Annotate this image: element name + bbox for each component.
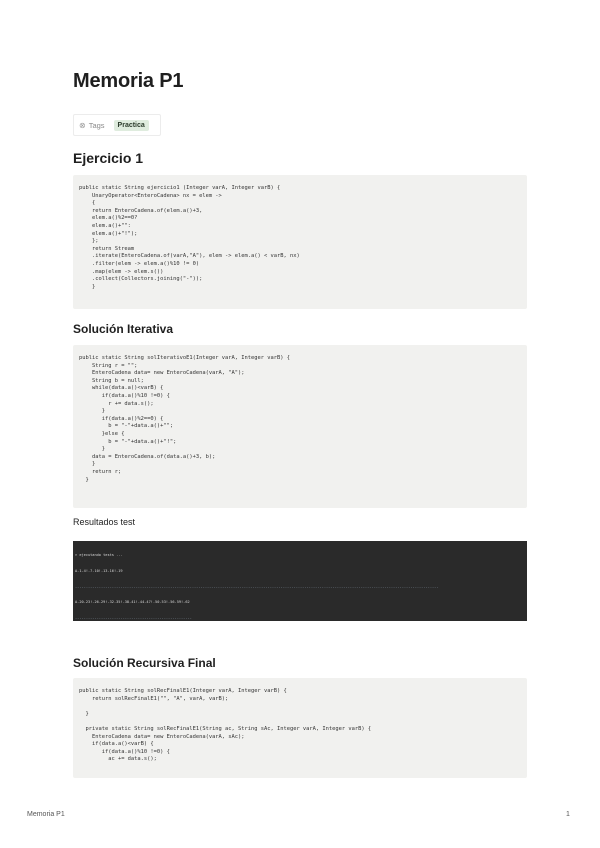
- code-line: }: [79, 710, 89, 717]
- code-line: [79, 718, 527, 726]
- code-line: EnteroCadena data= new EnteroCadena(varA, sAc);: [79, 733, 245, 740]
- code-line: public static String solRecFinalE1(Integer varA, Integer varB) {: [79, 688, 287, 694]
- page-title: Memoria P1: [73, 70, 184, 92]
- code-line: b = "-"+data.a()+"";: [79, 423, 174, 430]
- code-line: .filter(elem -> elem.a()%10 != 0): [79, 260, 200, 267]
- code-line: elem.a()+"!");: [79, 230, 138, 237]
- code-line: if(data.a()%10 !=0) {: [79, 748, 170, 755]
- code-line: if(data.a()<varB) {: [79, 741, 154, 748]
- heading-solucion-iterativa: Solución Iterativa: [73, 322, 174, 336]
- code-line: return EnteroCadena.of(elem.a()+3,: [79, 207, 203, 214]
- code-line: {: [79, 200, 96, 207]
- code-line: .collect(Collectors.joining("-"));: [79, 276, 203, 283]
- code-line: }: [79, 408, 105, 415]
- code-line: [79, 703, 527, 711]
- code-line: String r = "";: [79, 362, 138, 369]
- code-line: }: [79, 476, 89, 483]
- tags-property: [73, 114, 161, 136]
- code-line: r += data.s();: [79, 400, 154, 407]
- code-line: ac += data.s();: [79, 756, 157, 763]
- code-line: }else {: [79, 430, 125, 437]
- code-line: public static String ejercicio1 (Integer varA, Integer varB) {: [79, 185, 281, 191]
- terminal-line: ------------------------------------------------------: [75, 615, 192, 620]
- terminal-line: A-1-4!-7-10!-13-16!-19: [75, 569, 123, 574]
- code-line: return solRecFinalE1("", "A", varA, varB);: [79, 695, 229, 702]
- code-block-recursiva: [73, 678, 527, 778]
- heading-solucion-recursiva: Solución Recursiva Final: [73, 656, 216, 670]
- tag-icon: ⊗: [79, 120, 86, 130]
- code-line: }: [79, 446, 105, 453]
- code-line: UnaryOperator<EnteroCadena> nx = elem ->: [79, 192, 222, 199]
- code-line: String b = null;: [79, 377, 144, 384]
- code-block-iterativa: [73, 345, 527, 508]
- code-line: data = EnteroCadena.of(data.a()+3, b);: [79, 453, 216, 460]
- code-line: b = "-"+data.a()+"!";: [79, 438, 177, 445]
- code-line: };: [79, 238, 99, 245]
- code-line: private static String solRecFinalE1(String ac, String sAc, Integer varA, Integer varB) {: [79, 725, 372, 732]
- code-line: elem.a()+"":: [79, 222, 131, 229]
- test-results-screenshot: [73, 541, 527, 621]
- footer-page-number: 1: [566, 811, 570, 818]
- terminal-line: > ejecutando tests ...: [75, 553, 123, 558]
- code-block-ejercicio1: [73, 175, 527, 309]
- terminal-line: A-20-23!-26-29!-32-35!-38-41!-44-47!-50-53!-56-59!-62: [75, 600, 190, 605]
- tags-label: Tags: [88, 120, 105, 130]
- code-line: while(data.a()<varB) {: [79, 385, 164, 392]
- code-line: .map(elem -> elem.s()): [79, 268, 164, 275]
- code-line: return Stream: [79, 245, 135, 252]
- code-line: }: [79, 461, 96, 468]
- footer-doc-name: Memoria P1: [27, 811, 65, 818]
- caption-resultados-test: Resultados test: [73, 517, 136, 527]
- code-line: EnteroCadena data= new EnteroCadena(varA, "A");: [79, 370, 245, 377]
- tag-badge: Practica: [114, 120, 149, 131]
- code-line: .iterate(EnteroCadena.of(varA,"A"), elem -> elem.a() < varB, nx): [79, 253, 300, 260]
- code-line: if(data.a()%10 !=0) {: [79, 392, 170, 399]
- code-line: return r;: [79, 468, 122, 475]
- heading-ejercicio-1: Ejercicio 1: [73, 150, 144, 166]
- terminal-line: ------------------------------------------------------------------------------------------------------------------------------------------------------------------------: [75, 584, 439, 589]
- code-line: if(data.a()%2==0) {: [79, 415, 164, 422]
- code-line: public static String solIterativoE1(Integer varA, Integer varB) {: [79, 355, 290, 361]
- code-line: elem.a()%2==0?: [79, 215, 138, 222]
- code-line: }: [79, 283, 96, 290]
